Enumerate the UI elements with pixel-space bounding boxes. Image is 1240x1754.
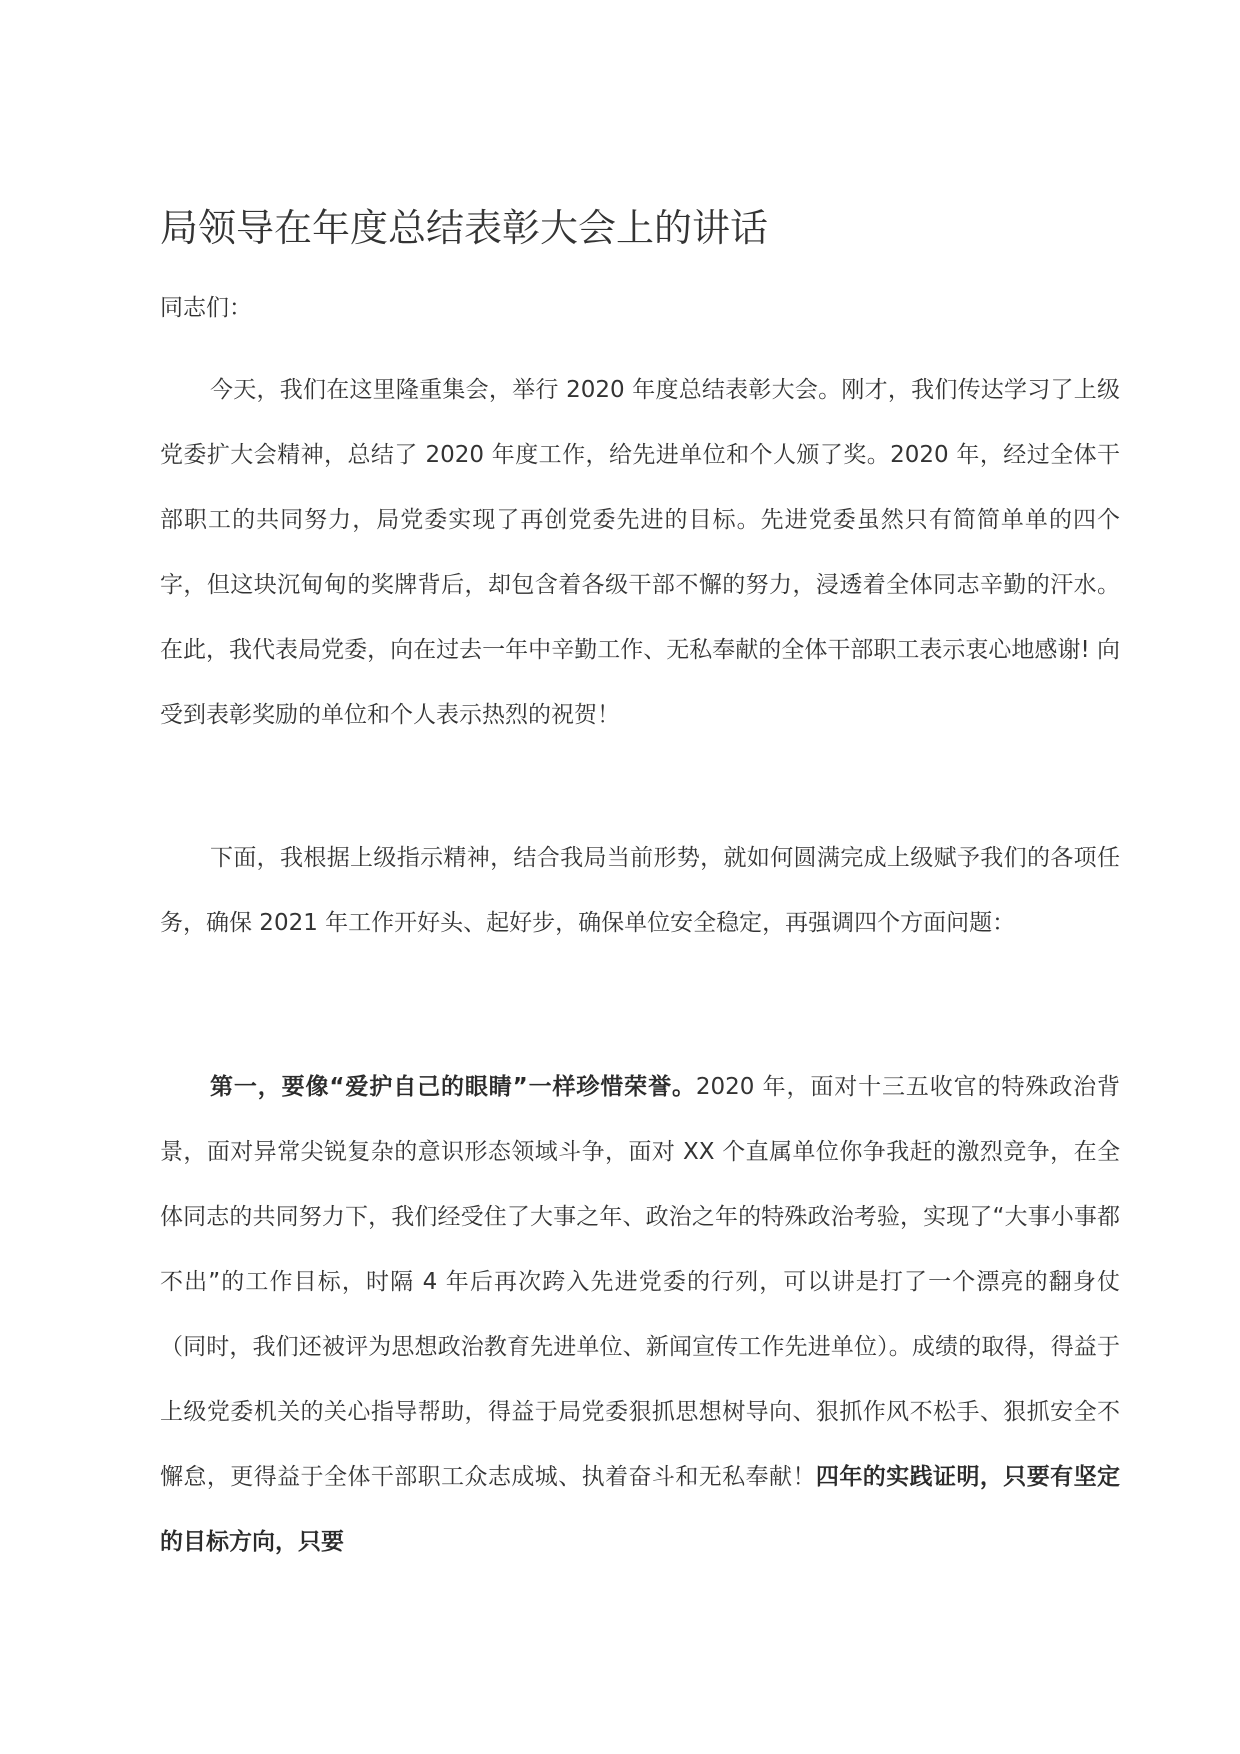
first-point-conclusion: 四年的实践证明，只要有坚定的目标方向，只要	[160, 1464, 1121, 1555]
paragraph-first-point	[160, 1055, 1120, 1575]
document-title: 局领导在年度总结表彰大会上的讲话	[160, 206, 769, 250]
paragraph-opening: 今天，我们在这里隆重集会，举行 2020 年度总结表彰大会。刚才，我们传达学习了上级党委扩大会精神，总结了 2020 年度工作，给先进单位和个人颁了奖。2020 年，经过全体干部职工的共同努力，局党委实现了再创党委先进的目标。先进党委虽然只有简简单单的四个字，但这块沉甸甸的奖牌背后，却包含着各级干部不懈的努力，浸透着全体同志辛勤的汗水。在此，我代表局党委，向在过去一年中辛勤工作、无私奉献的全体干部职工表示衷心地感谢! 向受到表彰奖励的单位和个人表示热烈的祝贺！	[160, 377, 1120, 728]
paragraph-transition: 下面，我根据上级指示精神，结合我局当前形势，就如何圆满完成上级赋予我们的各项任务，确保 2021 年工作开好头、起好步，确保单位安全稳定，再强调四个方面问题：	[160, 845, 1120, 936]
first-point-heading: 第一，要像“爱护自己的眼睛”一样珍惜荣誉。	[210, 1074, 696, 1100]
first-point-body: 2020 年，面对十三五收官的特殊政治背景，面对异常尖锐复杂的意识形态领域斗争，面对 XX 个直属单位你争我赶的激烈竞争，在全体同志的共同努力下，我们经受住了大事之年、政治之年的特殊政治考验，实现了“大事小事都不出”的工作目标，时隔 4 年后再次跨入先进党委的行列，可以讲是打了一个漂亮的翻身仗（同时，我们还被评为思想政治教育先进单位、新闻宣传工作先进单位）。成绩的取得，得益于上级党委机关的关心指导帮助，得益于局党委狠抓思想树导向、狠抓作风不松手、狠抓安全不懈怠，更得益于全体干部职工众志成城、执着奋斗和无私奉献！	[160, 1074, 1120, 1490]
salutation: 同志们：	[160, 295, 252, 321]
